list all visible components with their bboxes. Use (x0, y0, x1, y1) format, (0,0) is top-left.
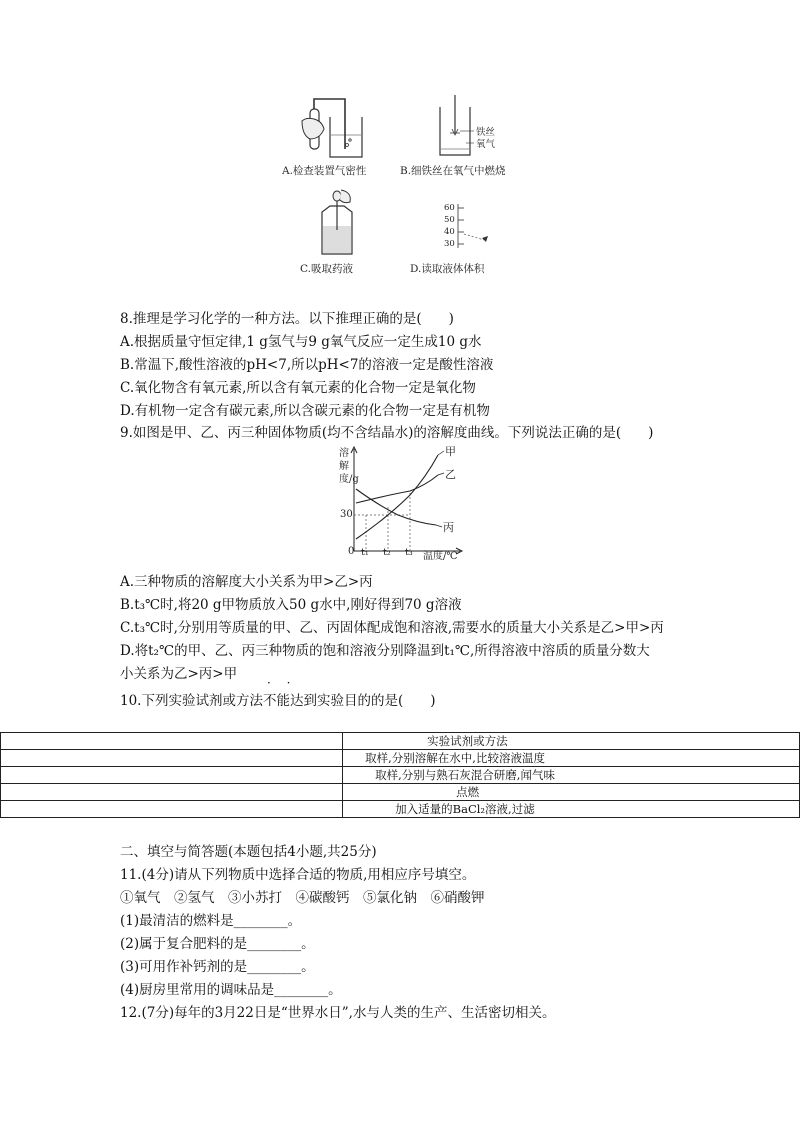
chart-ylabel: 溶解度/g (339, 448, 359, 485)
figure-b-label-gas: 氧气 (476, 139, 496, 150)
chart-origin: 0 (348, 546, 355, 557)
q11-item-4: (4)厨房里常用的调味品是________。 (120, 982, 342, 998)
q11-substance-list: ①氧气 ②氢气 ③小苏打 ④碳酸钙 ⑤氯化钠 ⑥硝酸钾 (120, 890, 485, 906)
chart-x-tick-t3: t₃ (405, 547, 413, 558)
table-row (1, 767, 800, 784)
chart-series-jia: 甲 (445, 445, 456, 458)
experiment-table (0, 732, 800, 818)
table-row (1, 784, 800, 801)
table-cell: 取样,分别溶解在水中,比较溶液温度 (343, 750, 800, 767)
q8-option-a: A.根据质量守恒定律,1 g氢气与9 g氧气反应一定生成10 g水 (120, 334, 482, 350)
chart-y-tick-30: 30 (340, 509, 353, 520)
q9-option-a: A.三种物质的溶解度大小关系为甲>乙>丙 (120, 574, 373, 590)
solubility-chart (338, 443, 473, 563)
figure-d-tick-30: 30 (444, 239, 455, 249)
table-cell: 取样,分别与熟石灰混合研磨,闻气味 (343, 767, 800, 784)
chart-x-tick-t2: t₂ (383, 547, 391, 558)
q9-option-c: C.t₃℃时,分别用等质量的甲、乙、丙固体配成饱和溶液,需要水的质量大小关系是乙>甲>丙 (120, 620, 664, 636)
q9-option-d: D.将t₂℃的甲、乙、丙三种物质的饱和溶液分别降温到t₁℃,所得溶液中溶质的质量分数大 (120, 643, 650, 659)
chart-x-tick-t1: t₁ (361, 547, 369, 558)
q9-option-d-cont: 小关系为乙>丙>甲 (120, 666, 238, 682)
figure-d-tick-60: 60 (444, 203, 455, 213)
q11-item-2: (2)属于复合肥料的是________。 (120, 936, 315, 952)
emphasis-dots: · · (267, 676, 297, 690)
q8-stem: 8.推理是学习化学的一种方法。以下推理正确的是( ) (120, 311, 454, 327)
curve-yi (356, 475, 438, 503)
table-header-row (1, 733, 800, 750)
figure-d-tick-40: 40 (444, 227, 455, 237)
q8-option-c: C.氧化物含有氧元素,所以含有氧元素的化合物一定是氧化物 (120, 380, 476, 396)
figure-d-tick-50: 50 (444, 215, 455, 225)
table-row (1, 750, 800, 767)
chart-series-bing: 丙 (443, 521, 454, 534)
q9-option-b: B.t₃℃时,将20 g甲物质放入50 g水中,刚好得到70 g溶液 (120, 597, 462, 613)
q8-option-b: B.常温下,酸性溶液的pH<7,所以pH<7的溶液一定是酸性溶液 (120, 357, 494, 373)
figure-a-caption: A.检查装置气密性 (282, 165, 367, 177)
figure-b-iron-wire-burning (430, 95, 520, 160)
chart-xlabel: 温度/℃ (423, 551, 458, 562)
q12-stem: 12.(7分)每年的3月22日是“世界水日”,水与人类的生产、生活密切相关。 (120, 1005, 556, 1021)
figure-a-airtightness-check (290, 95, 370, 160)
q11-item-1: (1)最清洁的燃料是________。 (120, 913, 302, 929)
figure-c-drawing-liquid (308, 190, 368, 258)
figure-b-label-wire: 铁丝 (476, 127, 496, 138)
figure-d-caption: D.读取液体体积 (410, 263, 485, 275)
figure-b-caption: B.细铁丝在氧气中燃烧 (400, 165, 506, 177)
q11-item-3: (3)可用作补钙剂的是________。 (120, 959, 315, 975)
q8-option-d: D.有机物一定含有碳元素,所以含碳元素的化合物一定是有机物 (120, 403, 490, 419)
q9-stem: 9.如图是甲、乙、丙三种固体物质(均不含结晶水)的溶解度曲线。下列说法正确的是( ) (120, 425, 654, 441)
table-header: 实验试剂或方法 (343, 733, 800, 750)
q11-stem: 11.(4分)请从下列物质中选择合适的物质,用相应序号填空。 (120, 867, 476, 883)
table-cell: 点燃 (343, 784, 800, 801)
figure-c-caption: C.吸取药液 (300, 263, 353, 275)
table-row (1, 801, 800, 818)
chart-series-yi: 乙 (445, 468, 456, 481)
section2-title: 二、填空与简答题(本题包括4小题,共25分) (120, 844, 377, 860)
table-cell: 加入适量的BaCl₂溶液,过滤 (343, 801, 800, 818)
curve-bing (356, 489, 436, 525)
q10-stem: 10.下列实验试剂或方法不能达到实验目的的是( ) (120, 693, 436, 709)
